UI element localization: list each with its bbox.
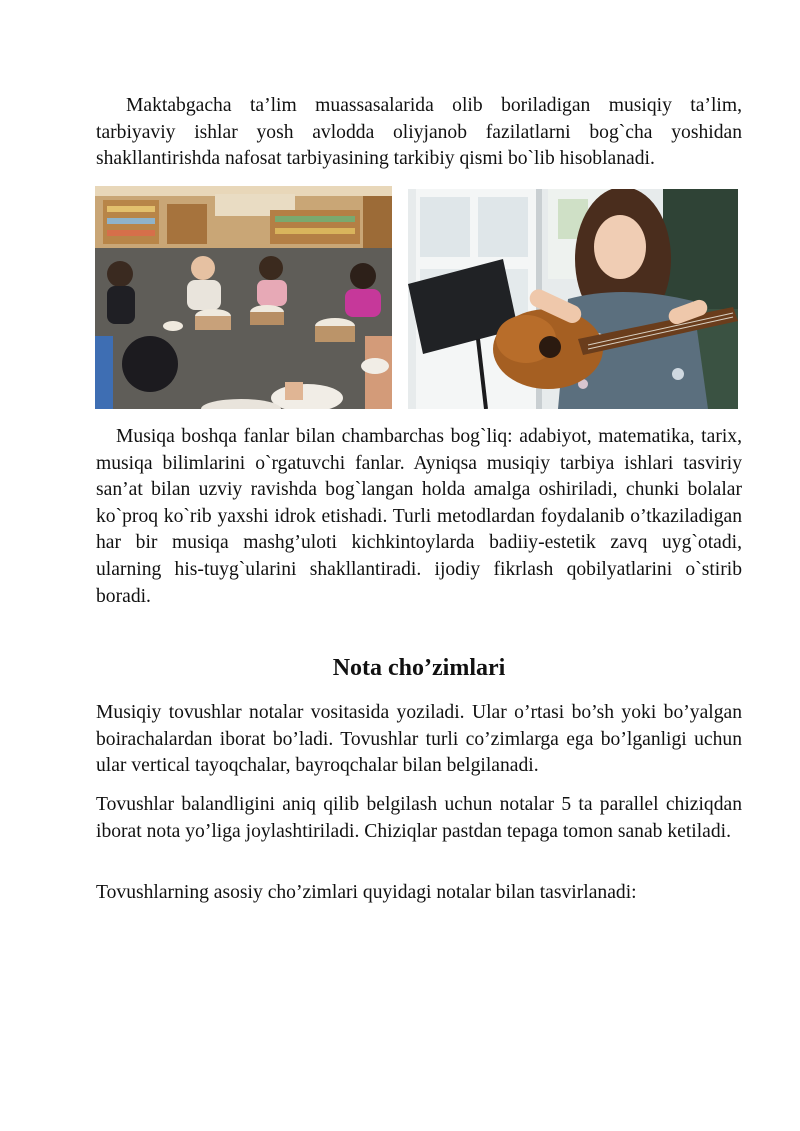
staff-paragraph: Tovushlar balandligini aniq qilib belgilash uchun notalar 5 ta parallel chiziqdan iborat nota yo’liga joylashtiriladi. Chiziqlar pastdan tepaga tomon sanab ketiladi. bbox=[96, 794, 742, 842]
section-title: Nota cho’zimlari bbox=[332, 655, 506, 681]
children-drumming-photo bbox=[95, 186, 392, 409]
durations-paragraph: Tovushlarning asosiy cho’zimlari quyidagi notalar bilan tasvirlanadi: bbox=[96, 882, 637, 903]
relations-paragraph: Musiqa boshqa fanlar bilan chambarchas bog`liq: adabiyot, matematika, tarix, musiqa bilimlarini o`rgatuvchi fanlar. Ayniqsa musiqiy tarbiya ishlari tasviriy san’at bilan uzviy ravishda bog`langan holda amalga oshiriladi, chunki bolalar ko`proq ko`rib yaxshi idrok etishadi. Turli metodlardan foydalanib o’tkaziladigan har bir musiqa mashg’uloti kichkintoylarda badiiy-estetik zavq uyg`otadi, ularning his-tuyg`ularini shakllantiradi. ijodiy fikrlash qobilyatlarini o`stirib boradi. bbox=[96, 426, 742, 607]
notes-paragraph: Musiqiy tovushlar notalar vositasida yoziladi. Ular o’rtasi bo’sh yoki bo’yalgan boirachalardan iborat bo’ladi. Tovushlar turli co’zimlarga ega bo’lganligi uchun ular vertical tayoqchalar, bayroqchalar bilan belgilanadi. bbox=[96, 702, 742, 777]
intro-paragraph: Maktabgacha ta’lim muassasalarida olib boriladigan musiqiy ta’lim, tarbiyaviy ishlar yosh avlodda oliyjanob fazilatlarni bog`cha yoshidan shakllantirishda nafosat tarbiyasining tarkibiy qismi bo`lib hisoblanadi. bbox=[96, 95, 742, 170]
girl-guitar-photo bbox=[408, 189, 738, 409]
